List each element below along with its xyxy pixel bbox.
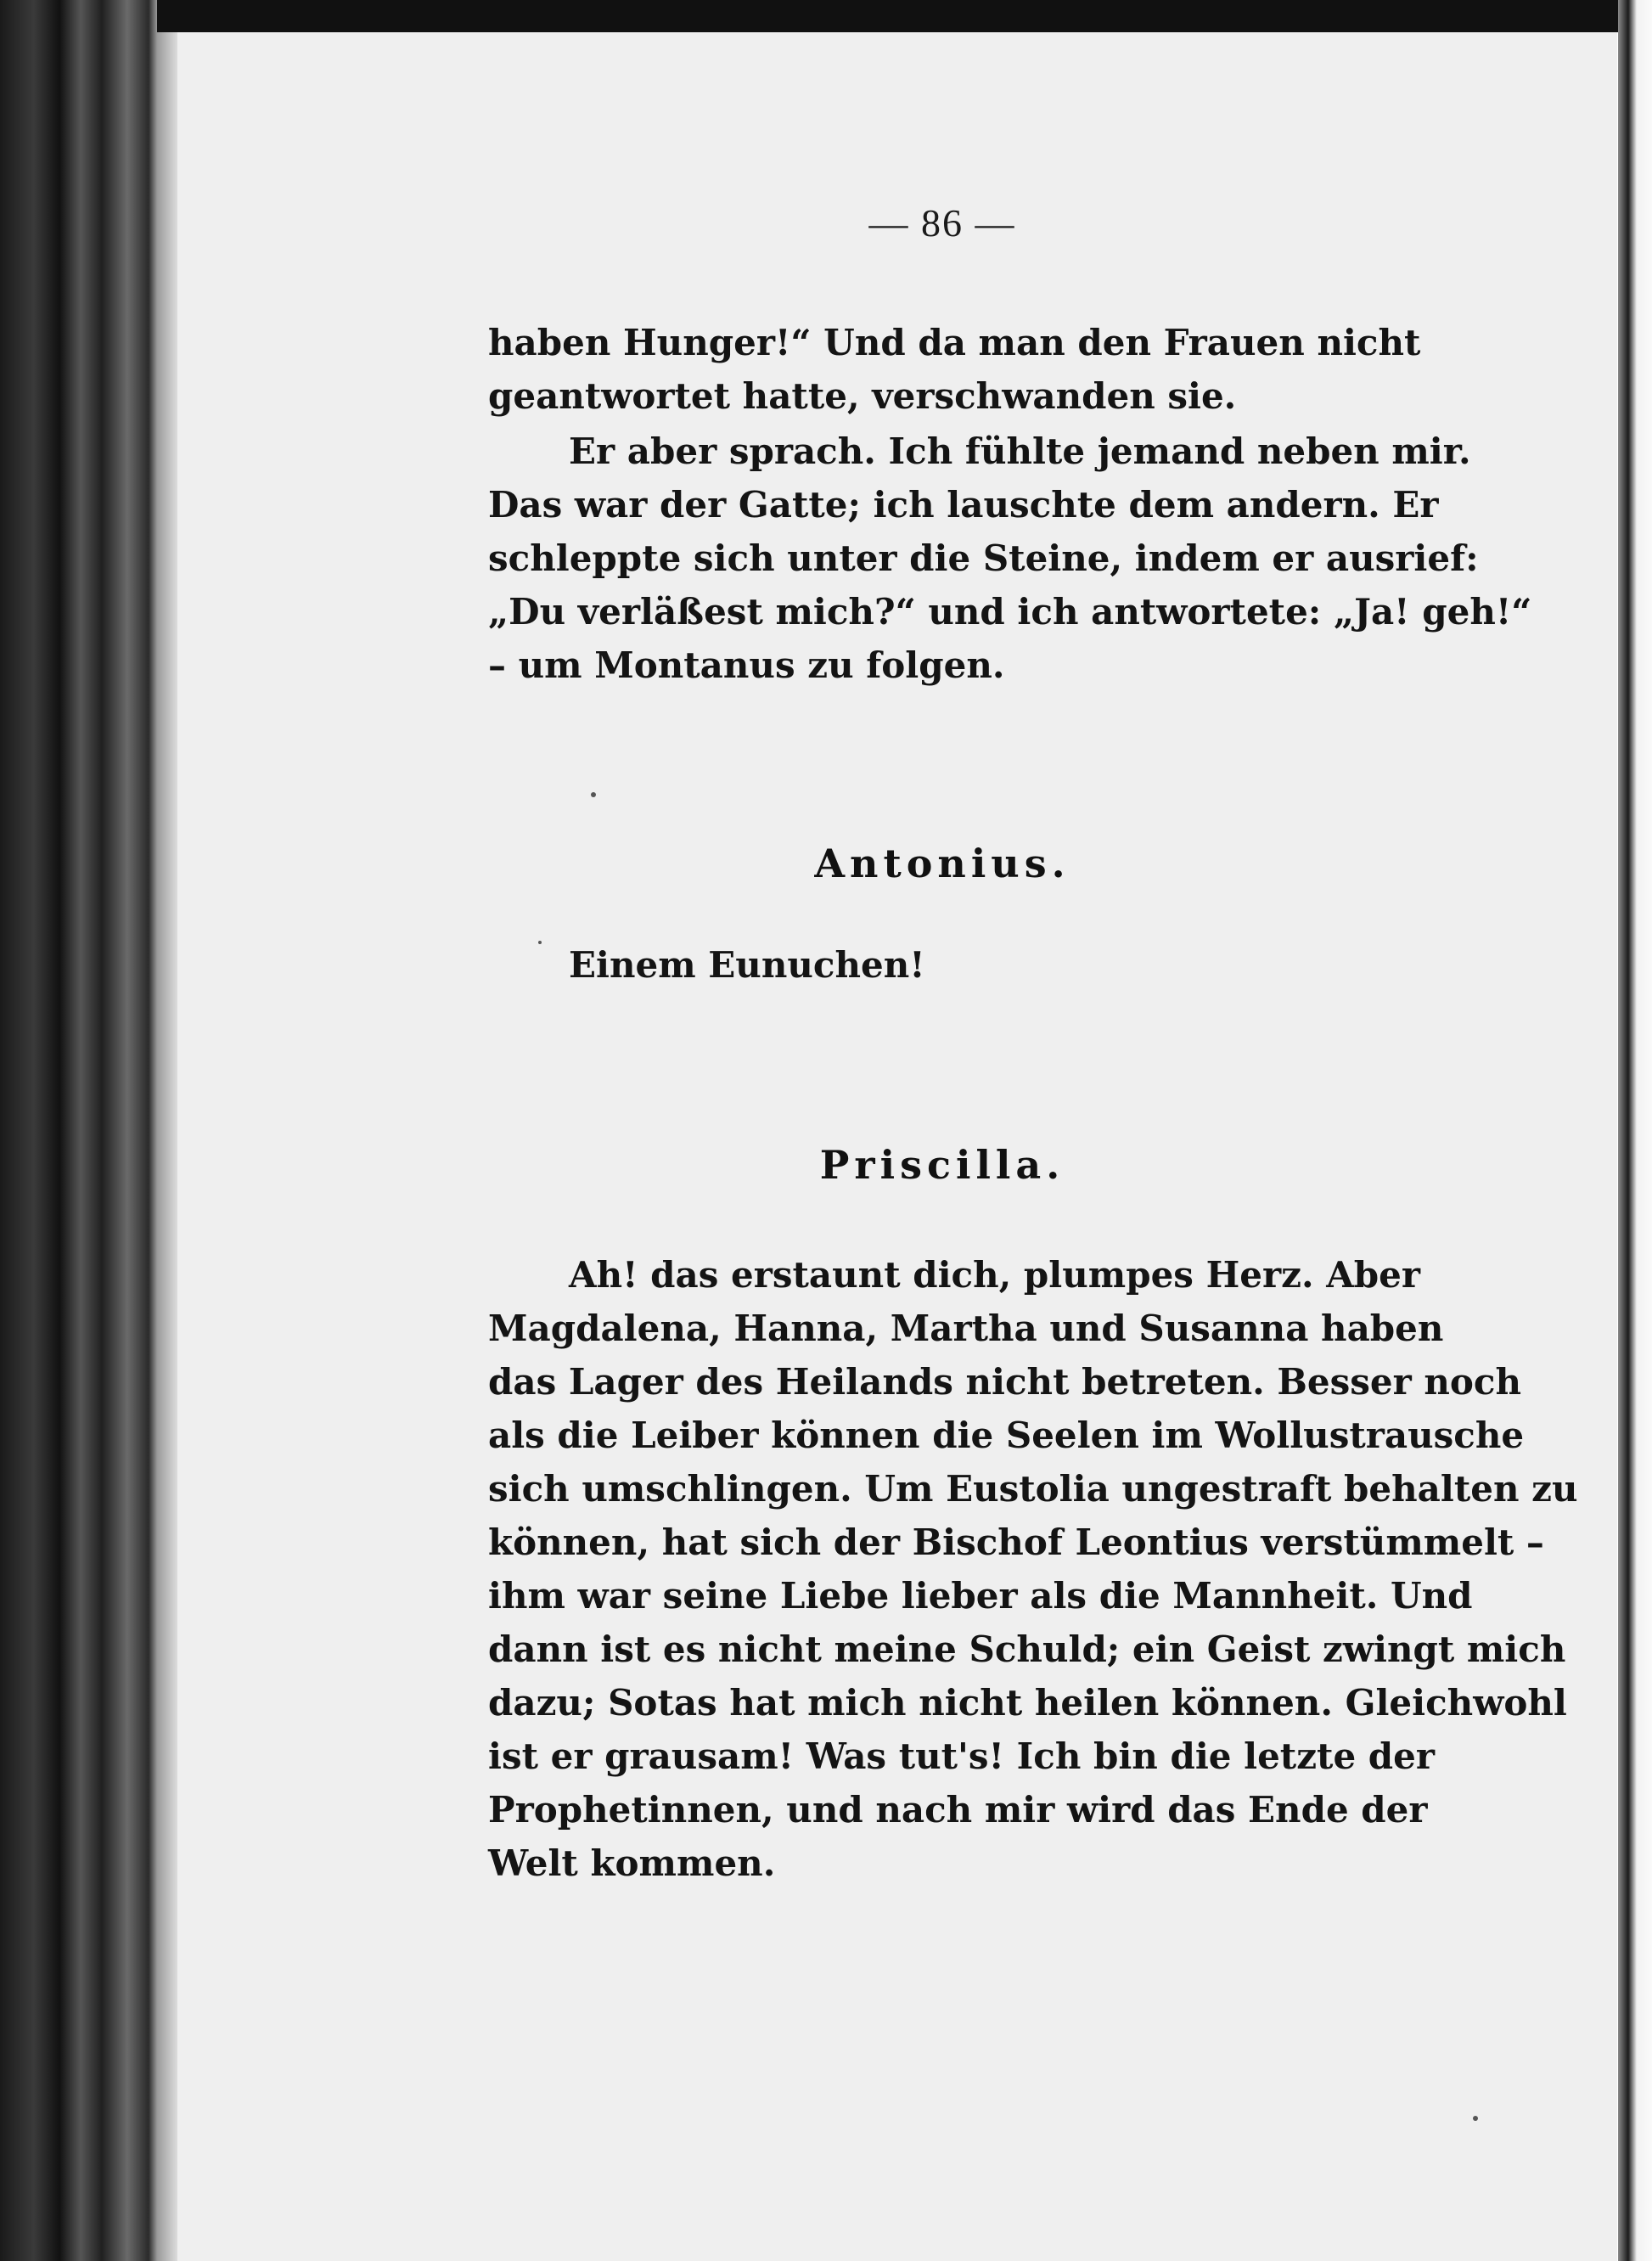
text-line: Er aber sprach. Ich fühlte jemand neben mir.: [569, 430, 1471, 472]
text-line: ihm war seine Liebe lieber als die Mannheit. Und: [488, 1575, 1473, 1617]
text-line: Das war der Gatte; ich lauschte dem andern. Er: [488, 484, 1439, 526]
text-line: Magdalena, Hanna, Martha und Susanna haben: [488, 1308, 1444, 1349]
book-spine-edge: [0, 0, 157, 2261]
text-line: Ah! das erstaunt dich, plumpes Herz. Aber: [569, 1254, 1420, 1296]
text-line: ist er grausam! Was tut's! Ich bin die letzte der: [488, 1735, 1436, 1777]
text-line: das Lager des Heilands nicht betreten. Besser noch: [488, 1361, 1521, 1403]
paper-speck: [1473, 2116, 1478, 2121]
antonius-speech: [488, 938, 1396, 992]
text-line: dann ist es nicht meine Schuld; ein Geist zwingt mich: [488, 1628, 1566, 1670]
speaker-heading-priscilla: Priscilla.: [819, 1142, 1065, 1188]
text-line: – um Montanus zu folgen.: [488, 644, 1005, 686]
paragraph-er-aber-sprach: [488, 425, 1532, 692]
text-line: dazu; Sotas hat mich nicht heilen können. Gleichwohl: [488, 1682, 1567, 1724]
paper-speck: [538, 941, 542, 944]
speaker-heading-antonius: Antonius.: [814, 841, 1070, 886]
paper-speck: [591, 792, 596, 797]
scan-border-top: [0, 0, 1652, 32]
text-line: können, hat sich der Bischof Leontius verstümmelt –: [488, 1521, 1544, 1563]
text-line: Einem Eunuchen!: [569, 944, 925, 986]
text-line: schleppte sich unter die Steine, indem er ausrief:: [488, 537, 1479, 579]
text-line: haben Hunger!“ Und da man den Frauen nicht: [488, 322, 1421, 363]
priscilla-speech: [488, 1248, 1578, 1890]
text-line: Welt kommen.: [488, 1842, 776, 1884]
page-gutter-shadow: [157, 32, 177, 2261]
text-line: Prophetinnen, und nach mir wird das Ende der: [488, 1789, 1428, 1831]
paragraph-continuation: [488, 316, 1421, 423]
scan-border-right: [1618, 0, 1652, 2261]
text-line: geantwortet hatte, verschwanden sie.: [488, 375, 1237, 417]
text-line: als die Leiber können die Seelen im Wollustrausche: [488, 1415, 1525, 1456]
text-line: sich umschlingen. Um Eustolia ungestraft behalten zu: [488, 1468, 1578, 1510]
page-number: — 86 —: [868, 201, 1016, 245]
text-line: „Du verläßest mich?“ und ich antwortete: „Ja! geh!“: [488, 591, 1532, 633]
